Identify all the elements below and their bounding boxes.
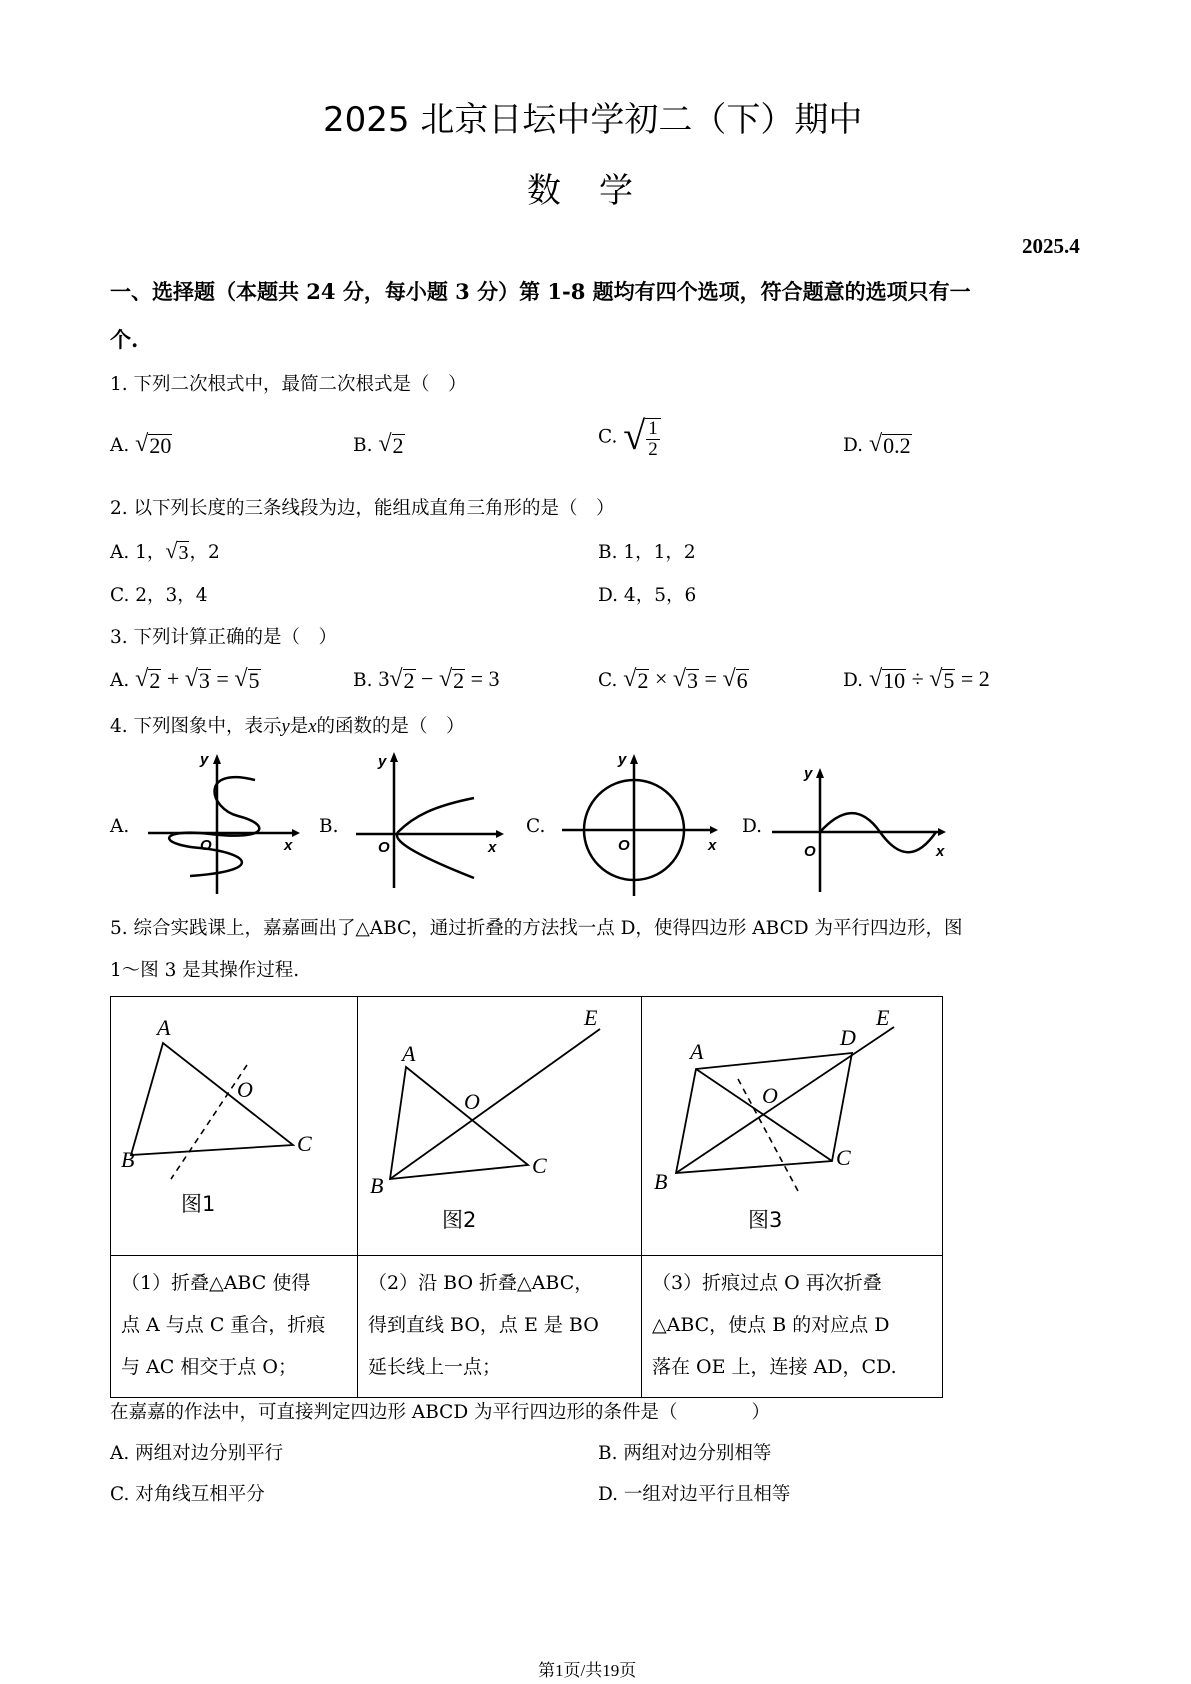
graph-b-y-label: y [378, 753, 387, 770]
graph-c-x-label: x [708, 837, 717, 854]
q5-stem-line2: 1～图 3 是其操作过程. [110, 960, 300, 981]
q1-option-d: D. √ 0.2 [843, 431, 911, 458]
fig2-label-a: A [402, 1041, 416, 1066]
q4-graph-d [768, 762, 948, 894]
q1-stem: 1. 下列二次根式中，最简二次根式是（ ） [110, 374, 467, 395]
q3-option-b: B. 3 √ 2 − √ 2 = 3 [353, 666, 500, 693]
q4-label-a: A. [110, 816, 130, 837]
q5-option-c: C. 对角线互相平分 [110, 1484, 265, 1505]
q1-b-radicand: 2 [392, 433, 404, 458]
q5-figure-table [110, 996, 943, 1398]
q4-label-d: D. [742, 816, 763, 837]
fig3-label-c: C [836, 1145, 851, 1170]
figure-2 [358, 997, 641, 1251]
page-footer: 第1页/共19页 [538, 1661, 637, 1680]
fig2-label-e: E [584, 1005, 598, 1030]
figure-3-cell [642, 997, 943, 1256]
q4-stem: 4. 下列图象中，表示y是x的函数的是（ ） [110, 716, 465, 737]
q5-stem-line1: 5. 综合实践课上，嘉嘉画出了△ABC，通过折叠的方法找一点 D，使得四边形 ABCD 为平行四边形，图 [110, 918, 963, 939]
q2-option-c: C. 2，3，4 [110, 585, 208, 606]
fig3-caption: 图3 [748, 1208, 783, 1232]
graph-c-y-label: y [618, 751, 627, 768]
graph-a-x-label: x [284, 837, 293, 854]
step-2-cell [358, 1256, 642, 1398]
section-heading-line1: 一、选择题（本题共 24 分，每小题 3 分）第 1-8 题均有四个选项，符合题意的选项只有一 [110, 279, 971, 304]
fig3-label-b: B [654, 1169, 668, 1194]
q5-option-d: D. 一组对边平行且相等 [598, 1484, 791, 1505]
figure-3 [642, 997, 942, 1251]
q1-option-c: C. √ $\frac{1}{2}$ [598, 414, 661, 460]
fig2-label-o: O [464, 1089, 480, 1114]
fig3-label-o: O [762, 1083, 778, 1108]
q4-graph-a [140, 746, 300, 896]
q5-option-b: B. 两组对边分别相等 [598, 1443, 772, 1464]
graph-d-x-label: x [936, 843, 945, 860]
fig1-label-b: B [121, 1147, 135, 1172]
q4-graph-b [354, 748, 504, 888]
q4-graph-c [560, 746, 720, 896]
step-1-text: （1）折叠△ABC 使得 点 A 与点 C 重合，折痕 与 AC 相交于点 O； [121, 1272, 326, 1378]
q2-stem: 2. 以下列长度的三条线段为边，能组成直角三角形的是（ ） [110, 498, 615, 519]
q3-stem: 3. 下列计算正确的是（ ） [110, 627, 338, 648]
graph-b-origin-label: O [378, 839, 390, 856]
exam-date: 2025.4 [1022, 234, 1080, 258]
step-2-text: （2）沿 BO 折叠△ABC， 得到直线 BO，点 E 是 BO 延长线上一点； [368, 1272, 599, 1378]
fig3-label-e: E [876, 1005, 890, 1030]
q4-label-b: B. [319, 816, 339, 837]
fig1-label-a: A [157, 1015, 171, 1040]
fig2-caption: 图2 [442, 1208, 477, 1232]
page-title: 2025 北京日坛中学初二（下）期中 [323, 100, 863, 140]
subject-title: 数 学 [527, 171, 635, 211]
fig2-label-c: C [532, 1153, 547, 1178]
q5-question: 在嘉嘉的作法中，可直接判定四边形 ABCD 为平行四边形的条件是（ ） [110, 1402, 771, 1423]
q4-label-c: C. [526, 816, 546, 837]
fig3-label-a: A [690, 1039, 704, 1064]
q1-a-radicand: 20 [149, 433, 172, 458]
graph-c-origin-label: O [618, 837, 630, 854]
step-3-text: （3）折痕过点 O 再次折叠 △ABC，使点 B 的对应点 D 落在 OE 上，连接 AD，CD. [652, 1272, 897, 1378]
graph-a-y-label: y [200, 751, 209, 768]
figure-1-cell [111, 997, 358, 1256]
fig1-label-o: O [237, 1077, 253, 1102]
graph-a-origin-label: O [200, 837, 212, 854]
q1-c-denominator: 2 [648, 439, 658, 460]
fig3-label-d: D [840, 1025, 856, 1050]
fig2-label-b: B [370, 1173, 384, 1198]
q3-option-c: C. √ 2 × √ 3 = √ 6 [598, 666, 748, 693]
step-1-cell [111, 1256, 358, 1398]
graph-b-x-label: x [488, 839, 497, 856]
q2-option-a: A. 1， √ 3 ，2 [110, 538, 220, 564]
q1-c-numerator: 1 [648, 418, 658, 439]
fig1-caption: 图1 [181, 1192, 216, 1216]
step-3-cell [642, 1256, 943, 1398]
graph-d-y-label: y [804, 765, 813, 782]
figure-2-cell [358, 997, 642, 1256]
q1-option-b: B. √ 2 [353, 431, 404, 458]
q3-option-d: D. √ 10 ÷ √ 5 = 2 [843, 666, 990, 693]
q3-option-a: A. √ 2 + √ 3 = √ 5 [110, 666, 260, 693]
q2-option-b: B. 1，1，2 [598, 542, 696, 563]
q1-d-radicand: 0.2 [883, 433, 911, 458]
graph-d-origin-label: O [804, 843, 816, 860]
fig1-label-c: C [297, 1131, 312, 1156]
figure-1 [111, 997, 357, 1251]
q2-option-d: D. 4，5，6 [598, 585, 697, 606]
q1-option-a: A. √ 20 [110, 431, 172, 458]
section-heading-line2: 个. [110, 327, 139, 352]
q5-option-a: A. 两组对边分别平行 [110, 1443, 284, 1464]
